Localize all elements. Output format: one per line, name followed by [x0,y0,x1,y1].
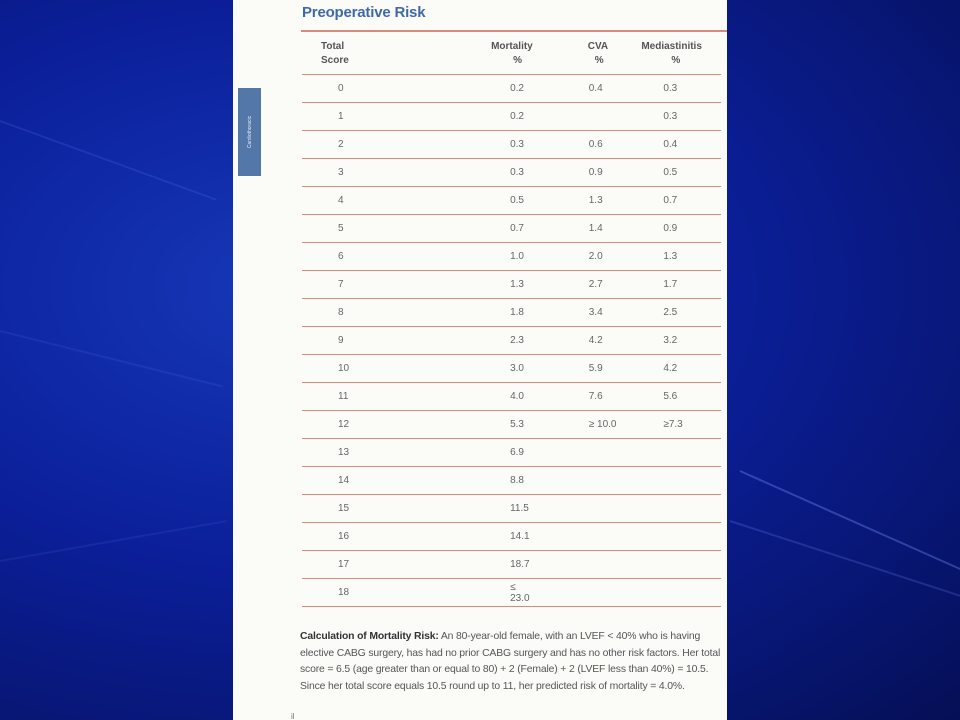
cell-mortality: 0.2 [377,75,533,103]
cell-score: 0 [302,75,377,103]
cell-cva: 5.9 [533,355,634,383]
cell-cva: 2.7 [533,271,634,299]
header-mediastinitis-line2: % [671,55,681,66]
cell-score: 9 [302,327,377,355]
cell-mediastinitis: 0.5 [633,159,721,187]
cell-mortality: 4.0 [377,383,533,411]
cell-mortality: 1.3 [377,271,533,299]
table-row [302,187,721,215]
cell-mediastinitis [633,439,721,467]
cell-mortality: 5.3 [377,411,533,439]
page-title: Preoperative Risk [302,4,426,21]
section-side-tab [238,88,261,176]
table-row [302,327,721,355]
cell-mediastinitis: 5.6 [633,383,721,411]
cell-mediastinitis: 4.2 [633,355,721,383]
cell-mediastinitis [633,579,721,607]
cell-mortality: 1.0 [377,243,533,271]
table-row [302,159,721,187]
table-row [302,243,721,271]
cell-mediastinitis: 0.3 [633,103,721,131]
cell-cva: 1.4 [533,215,634,243]
table-row [302,271,721,299]
header-cva-line1: CVA [587,41,609,52]
cell-cva: 4.2 [533,327,634,355]
table-row [302,439,721,467]
cell-mortality: 0.7 [377,215,533,243]
table-row [302,467,721,495]
background-streak [0,120,216,201]
cell-score: 13 [302,439,377,467]
cell-cva: 3.4 [533,299,634,327]
cell-mortality: 6.9 [377,439,533,467]
cell-score: 2 [302,131,377,159]
cell-mediastinitis [633,551,721,579]
cell-score: 5 [302,215,377,243]
cell-mortality: 14.1 [377,523,533,551]
header-cva-line2: % [594,55,604,66]
document-page [233,0,727,720]
table-row [302,495,721,523]
cell-score: 4 [302,187,377,215]
cell-score: 14 [302,467,377,495]
calculation-heading: Calculation of Mortality Risk: [300,631,439,642]
cell-cva: 2.0 [533,243,634,271]
calculation-paragraph [300,629,727,695]
cell-cva: 0.9 [533,159,634,187]
cell-score: 15 [302,495,377,523]
cell-score: 17 [302,551,377,579]
cell-score: 10 [302,355,377,383]
table-row [302,551,721,579]
table-row [302,579,721,607]
cell-mediastinitis: 0.9 [633,215,721,243]
table-row [302,383,721,411]
cell-cva: 0.6 [533,131,634,159]
cell-mortality: 18.7 [377,551,533,579]
header-score-line1: Total [321,41,345,52]
background-streak [0,520,227,562]
cell-mediastinitis [633,523,721,551]
footer-mark: il [291,712,295,720]
cell-score: 12 [302,411,377,439]
cell-mortality: 1.8 [377,299,533,327]
cell-cva [533,467,634,495]
table-header-row [302,34,721,75]
cell-mediastinitis: 3.2 [633,327,721,355]
cell-mortality: 3.0 [377,355,533,383]
table-row [302,131,721,159]
cell-mediastinitis: ≥7.3 [633,411,721,439]
cell-mediastinitis [633,495,721,523]
header-mortality [377,34,533,75]
cell-cva: 1.3 [533,187,634,215]
header-mortality-line1: Mortality [491,41,533,52]
cell-mortality: 0.2 [377,103,533,131]
cell-cva [533,495,634,523]
cell-score: 6 [302,243,377,271]
calculation-body: An 80-year-old female, with an LVEF < 40% who is having elective CABG surgery, has had no prior CABG surgery and has no other risk factors. Her total score = 6.5 (age greater than or equal to 80) + 2 (Female) + 2 (LVEF less than 40%) = 10.5. Since her total score equals 10.5 round up to 11, her predicted risk of mortality = 4.0%. [300,631,721,692]
cell-mediastinitis: 0.7 [633,187,721,215]
cell-mediastinitis: 2.5 [633,299,721,327]
cell-cva [533,551,634,579]
cell-score: 7 [302,271,377,299]
cell-mortality: 8.8 [377,467,533,495]
cell-mediastinitis [633,467,721,495]
table-row [302,523,721,551]
cell-mortality: ≤ 23.0 [377,579,533,607]
header-score-line2: Score [321,55,349,66]
cell-score: 11 [302,383,377,411]
cell-mortality: 0.3 [377,159,533,187]
cell-score: 18 [302,579,377,607]
cell-cva: 0.4 [533,75,634,103]
header-mediastinitis-line1: Mediastinitis [641,41,702,52]
side-tab-label: Cardiothoracic [246,115,253,149]
header-mediastinitis [633,34,721,75]
header-total-score [302,34,377,75]
header-cva [533,34,634,75]
risk-table-body [302,75,721,607]
title-rule [301,30,727,32]
cell-cva: 7.6 [533,383,634,411]
cell-score: 3 [302,159,377,187]
cell-score: 8 [302,299,377,327]
cell-cva [533,523,634,551]
cell-score: 16 [302,523,377,551]
table-row [302,75,721,103]
table-row [302,103,721,131]
cell-mediastinitis: 0.4 [633,131,721,159]
cell-score: 1 [302,103,377,131]
risk-table [302,34,721,607]
table-row [302,215,721,243]
background-streak [740,470,960,578]
cell-mediastinitis: 1.3 [633,243,721,271]
header-mortality-line2: % [513,55,522,66]
cell-cva [533,579,634,607]
cell-mediastinitis: 1.7 [633,271,721,299]
cell-cva [533,439,634,467]
cell-mediastinitis: 0.3 [633,75,721,103]
cell-mortality: 11.5 [377,495,533,523]
table-row [302,355,721,383]
cell-mortality: 0.5 [377,187,533,215]
background-streak [730,520,960,602]
background-streak [0,330,223,388]
cell-cva [533,103,634,131]
table-row [302,411,721,439]
cell-mortality: 2.3 [377,327,533,355]
table-row [302,299,721,327]
cell-mortality: 0.3 [377,131,533,159]
cell-cva: ≥ 10.0 [533,411,634,439]
